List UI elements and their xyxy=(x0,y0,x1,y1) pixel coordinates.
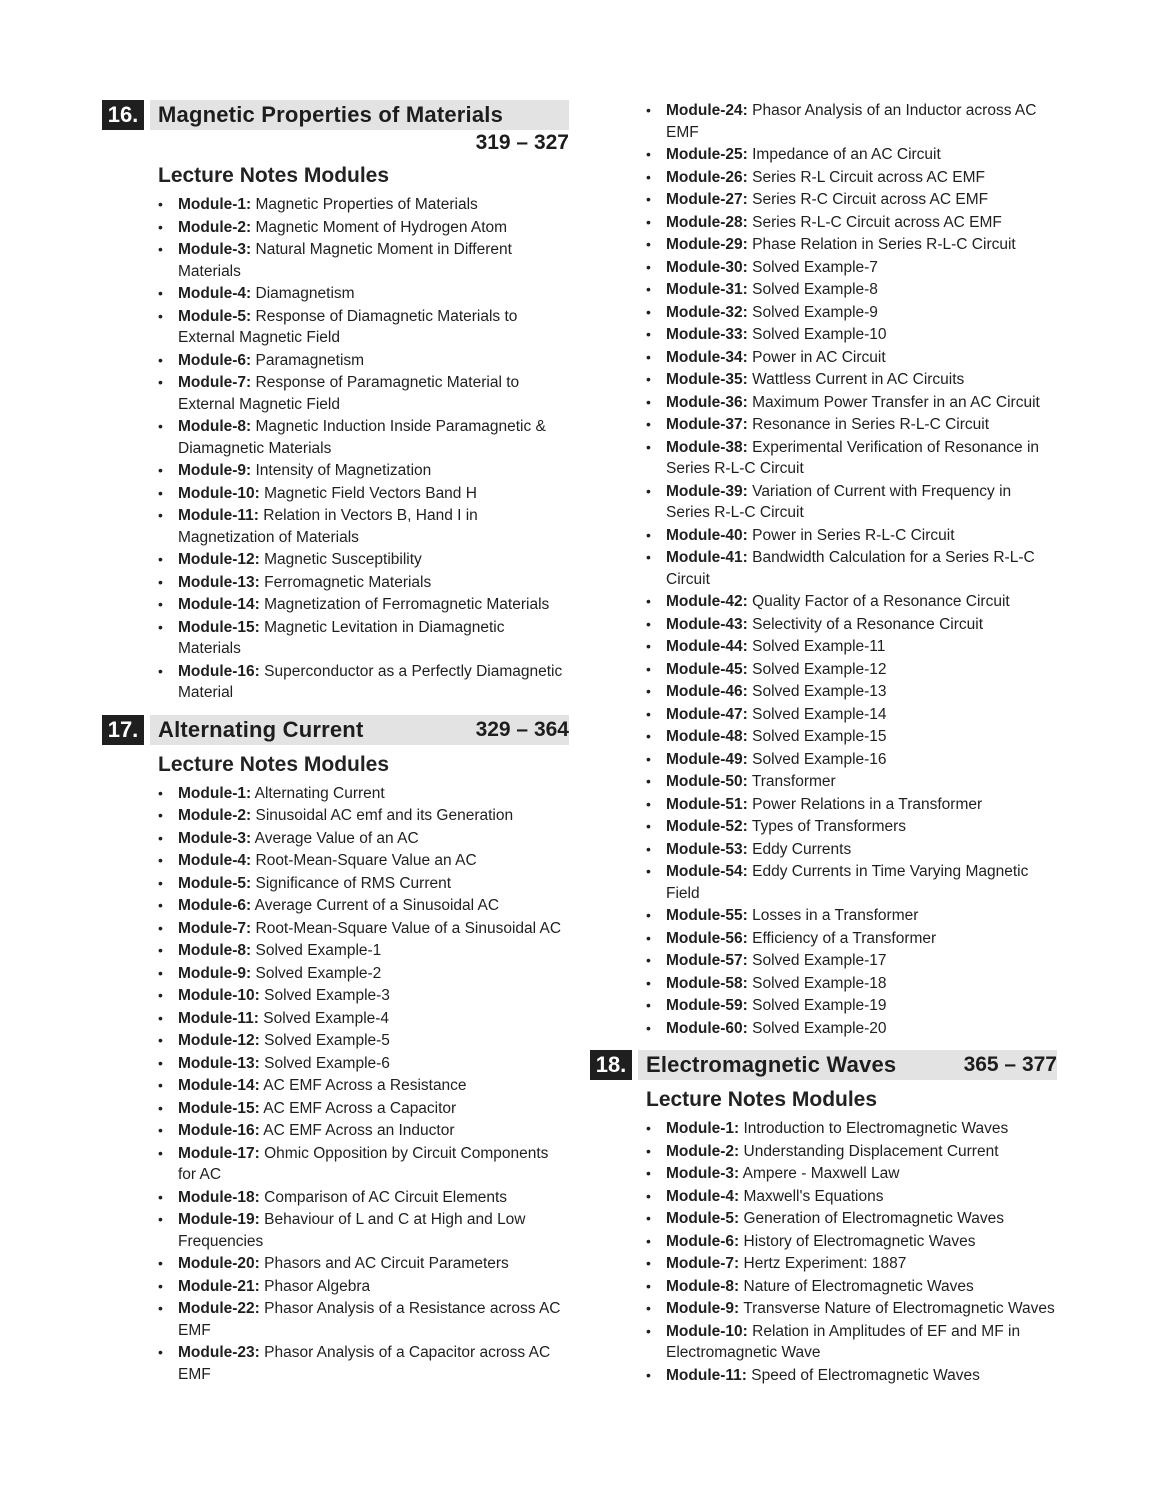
module-list-item xyxy=(646,1186,1057,1208)
module-list-item xyxy=(158,617,569,660)
module-label: Module-54: xyxy=(666,863,748,880)
module-label: Module-3: xyxy=(178,829,252,847)
module-title: Selectivity of a Resonance Circuit xyxy=(752,615,984,633)
module-title: Power in AC Circuit xyxy=(752,348,886,366)
module-title: Series R-C Circuit across AC EMF xyxy=(752,191,989,208)
module-title: Phasor Algebra xyxy=(264,1277,371,1295)
module-title: Magnetic Induction Inside Paramagnetic & Diamagnetic Materials xyxy=(178,418,546,457)
module-label: Module-29: xyxy=(666,236,748,253)
module-list-item xyxy=(646,861,1057,904)
module-label: Module-17: xyxy=(178,1144,260,1162)
module-title: Transformer xyxy=(751,773,836,790)
module-title: Comparison of AC Circuit Elements xyxy=(264,1188,508,1206)
module-list-item xyxy=(646,1141,1057,1163)
module-label: Module-21: xyxy=(178,1277,260,1295)
module-list-item xyxy=(646,905,1057,927)
module-title: Impedance of an AC Circuit xyxy=(752,146,941,163)
module-label: Module-22: xyxy=(178,1300,260,1317)
module-title: Speed of Electromagnetic Waves xyxy=(751,1366,980,1384)
module-label: Module-52: xyxy=(666,818,748,835)
module-list-item xyxy=(646,839,1057,861)
module-list-item xyxy=(158,416,569,459)
module-list-item xyxy=(646,636,1057,658)
module-list-item xyxy=(646,973,1057,995)
module-list-item xyxy=(158,217,569,239)
module-title: History of Electromagnetic Waves xyxy=(743,1232,976,1250)
module-title: Root-Mean-Square Value of a Sinusoidal AC xyxy=(255,919,562,937)
module-list-item xyxy=(646,212,1057,234)
module-list-ch18 xyxy=(590,1118,1057,1386)
module-label: Module-48: xyxy=(666,728,748,745)
module-title: Bandwidth Calculation for a Series R-L-C Circuit xyxy=(666,549,1035,588)
module-list-item xyxy=(646,681,1057,703)
section-subheading: Lecture Notes Modules xyxy=(158,752,390,776)
module-title: Solved Example-19 xyxy=(752,997,887,1014)
module-list-item xyxy=(646,726,1057,748)
module-title: Intensity of Magnetization xyxy=(255,462,432,479)
module-list-item xyxy=(646,481,1057,524)
module-label: Module-59: xyxy=(666,997,748,1014)
module-label: Module-2: xyxy=(178,218,252,236)
module-title: Solved Example-7 xyxy=(752,258,878,276)
module-list-item xyxy=(158,549,569,571)
chapter-pages: 329 – 364 xyxy=(475,717,569,741)
module-title: Ohmic Opposition by Circuit Components for AC xyxy=(178,1144,549,1183)
module-list-ch17-part1 xyxy=(102,783,569,1386)
module-label: Module-14: xyxy=(178,596,260,613)
module-label: Module-3: xyxy=(178,241,252,258)
module-label: Module-50: xyxy=(666,773,748,790)
module-label: Module-58: xyxy=(666,974,748,992)
module-list-item xyxy=(646,414,1057,436)
module-label: Module-60: xyxy=(666,1019,748,1037)
module-title: Behaviour of L and C at High and Low Frequencies xyxy=(178,1211,526,1250)
module-title: Solved Example-9 xyxy=(752,303,878,321)
module-title: Sinusoidal AC emf and its Generation xyxy=(255,807,514,824)
module-list-item xyxy=(646,591,1057,613)
module-title: Response of Paramagnetic Material to External Magnetic Field xyxy=(178,374,520,413)
module-label: Module-12: xyxy=(178,551,260,568)
module-list-item xyxy=(158,828,569,850)
module-label: Module-27: xyxy=(666,191,748,208)
module-label: Module-16: xyxy=(178,1122,260,1139)
module-title: Introduction to Electromagnetic Waves xyxy=(743,1120,1009,1137)
module-label: Module-10: xyxy=(666,1322,748,1340)
module-list-item xyxy=(158,1276,569,1298)
module-label: Module-8: xyxy=(178,418,252,435)
module-label: Module-31: xyxy=(666,281,748,298)
module-list-item xyxy=(158,1342,569,1385)
module-list-item xyxy=(158,1120,569,1142)
module-title: Ferromagnetic Materials xyxy=(264,573,432,591)
module-list-item xyxy=(646,324,1057,346)
module-label: Module-1: xyxy=(178,784,252,802)
module-title: Average Current of a Sinusoidal AC xyxy=(254,897,500,914)
module-list-item xyxy=(646,1163,1057,1185)
module-list-item xyxy=(158,1187,569,1209)
module-label: Module-25: xyxy=(666,146,748,163)
module-list-item xyxy=(646,525,1057,547)
module-label: Module-10: xyxy=(178,987,260,1004)
module-label: Module-13: xyxy=(178,573,260,591)
module-list-item xyxy=(158,1098,569,1120)
chapter-18-header xyxy=(590,1050,1057,1080)
module-title: Experimental Verification of Resonance in Series R-L-C Circuit xyxy=(666,438,1040,477)
module-title: Quality Factor of a Resonance Circuit xyxy=(752,593,1010,610)
module-label: Module-33: xyxy=(666,326,748,343)
module-list-item xyxy=(158,805,569,827)
module-title: Solved Example-5 xyxy=(264,1032,390,1049)
module-title: Solved Example-2 xyxy=(255,964,382,982)
module-list-item xyxy=(158,918,569,940)
module-list-item xyxy=(646,704,1057,726)
module-title: Solved Example-1 xyxy=(255,942,382,959)
module-list-ch16 xyxy=(102,194,569,704)
module-label: Module-41: xyxy=(666,549,748,566)
left-column xyxy=(102,100,569,1386)
module-title: Alternating Current xyxy=(254,784,385,802)
module-label: Module-44: xyxy=(666,638,748,655)
module-label: Module-28: xyxy=(666,213,748,231)
module-list-item xyxy=(158,194,569,216)
module-title: Solved Example-8 xyxy=(752,281,878,298)
module-label: Module-7: xyxy=(178,919,252,937)
module-label: Module-1: xyxy=(666,1120,740,1137)
module-label: Module-9: xyxy=(178,964,252,982)
module-title: Phase Relation in Series R-L-C Circuit xyxy=(752,236,1016,253)
module-list-item xyxy=(646,369,1057,391)
module-list-item xyxy=(158,661,569,704)
module-label: Module-4: xyxy=(178,285,252,302)
module-label: Module-23: xyxy=(178,1344,260,1361)
module-list-item xyxy=(646,144,1057,166)
module-title: Response of Diamagnetic Materials to External Magnetic Field xyxy=(178,307,518,346)
chapter-pages: 319 – 327 xyxy=(475,131,569,154)
module-list-item xyxy=(646,950,1057,972)
chapter-number: 18. xyxy=(590,1050,632,1080)
module-title: Significance of RMS Current xyxy=(255,874,452,892)
module-label: Module-51: xyxy=(666,795,748,813)
module-title: Paramagnetism xyxy=(255,351,365,369)
module-title: Losses in a Transformer xyxy=(752,907,919,924)
module-list-item xyxy=(158,985,569,1007)
chapter-number: 16. xyxy=(102,100,144,130)
module-label: Module-6: xyxy=(666,1232,740,1250)
module-list-item xyxy=(158,850,569,872)
module-list-item xyxy=(646,816,1057,838)
module-title: Magnetic Susceptibility xyxy=(264,551,422,568)
module-list-item xyxy=(646,1365,1057,1387)
module-title: Average Value of an AC xyxy=(254,829,419,847)
module-label: Module-30: xyxy=(666,258,748,276)
module-label: Module-8: xyxy=(666,1277,740,1295)
chapter-16-header xyxy=(102,100,569,130)
module-list-item xyxy=(646,1253,1057,1275)
module-title: Phasor Analysis of a Resistance across AC EMF xyxy=(178,1300,561,1339)
module-title: Eddy Currents xyxy=(752,840,852,858)
module-title: Phasor Analysis of an Inductor across AC EMF xyxy=(666,102,1037,141)
module-list-item xyxy=(158,895,569,917)
module-title: Magnetic Field Vectors Band H xyxy=(264,484,477,502)
module-label: Module-5: xyxy=(666,1210,740,1227)
module-title: Relation in Vectors B, Hand I in Magnetization of Materials xyxy=(178,507,478,546)
module-title: Ampere - Maxwell Law xyxy=(742,1165,900,1182)
module-list-item xyxy=(158,1209,569,1252)
module-list-item xyxy=(646,189,1057,211)
module-label: Module-49: xyxy=(666,750,748,768)
module-title: Magnetic Properties of Materials xyxy=(255,196,478,213)
module-title: Magnetization of Ferromagnetic Materials xyxy=(264,596,550,613)
module-label: Module-35: xyxy=(666,371,748,388)
module-label: Module-15: xyxy=(178,1099,260,1117)
module-title: Series R-L Circuit across AC EMF xyxy=(752,168,985,186)
module-title: Solved Example-4 xyxy=(263,1009,390,1027)
module-list-item xyxy=(646,234,1057,256)
module-list-item xyxy=(646,437,1057,480)
module-list-item xyxy=(158,372,569,415)
module-title: Solved Example-12 xyxy=(752,660,887,678)
module-list-item xyxy=(158,873,569,895)
module-title: Eddy Currents in Time Varying Magnetic Field xyxy=(666,863,1029,902)
module-label: Module-26: xyxy=(666,168,748,186)
module-list-item xyxy=(646,749,1057,771)
module-title: Power in Series R-L-C Circuit xyxy=(752,526,955,544)
module-list-item xyxy=(158,963,569,985)
module-list-item xyxy=(158,1008,569,1030)
chapter-17-header xyxy=(102,715,569,745)
module-list-item xyxy=(646,547,1057,590)
module-label: Module-11: xyxy=(666,1366,747,1384)
module-title: Solved Example-20 xyxy=(752,1019,887,1037)
module-list-item xyxy=(646,1321,1057,1364)
module-list-item xyxy=(158,572,569,594)
module-title: Diamagnetism xyxy=(255,285,355,302)
module-label: Module-57: xyxy=(666,952,748,969)
module-label: Module-3: xyxy=(666,1165,740,1182)
module-list-item xyxy=(158,594,569,616)
module-title: Solved Example-14 xyxy=(752,705,887,723)
module-label: Module-1: xyxy=(178,196,252,213)
chapter-pages: 365 – 377 xyxy=(963,1053,1057,1076)
module-list-item xyxy=(646,1118,1057,1140)
module-list-item xyxy=(646,1231,1057,1253)
module-label: Module-37: xyxy=(666,416,748,433)
module-label: Module-46: xyxy=(666,683,748,700)
module-title: Wattless Current in AC Circuits xyxy=(752,371,965,388)
module-title: Solved Example-6 xyxy=(264,1054,390,1072)
module-title: Solved Example-3 xyxy=(264,987,390,1004)
module-label: Module-42: xyxy=(666,593,748,610)
module-label: Module-7: xyxy=(178,374,252,391)
module-list-item xyxy=(158,283,569,305)
module-label: Module-15: xyxy=(178,618,260,636)
module-list-item xyxy=(158,1143,569,1186)
module-title: Types of Transformers xyxy=(751,818,907,835)
module-label: Module-45: xyxy=(666,660,748,678)
module-label: Module-5: xyxy=(178,874,252,892)
module-title: AC EMF Across a Resistance xyxy=(263,1077,467,1094)
module-label: Module-2: xyxy=(178,807,252,824)
module-list-item xyxy=(158,460,569,482)
module-title: AC EMF Across a Capacitor xyxy=(263,1099,457,1117)
module-list-item xyxy=(646,302,1057,324)
module-list-item xyxy=(646,995,1057,1017)
module-label: Module-32: xyxy=(666,303,748,321)
module-title: Magnetic Moment of Hydrogen Atom xyxy=(255,218,508,236)
chapter-title: Magnetic Properties of Materials xyxy=(158,102,504,127)
module-title: Nature of Electromagnetic Waves xyxy=(743,1277,974,1295)
module-list-item xyxy=(646,928,1057,950)
module-title: Solved Example-11 xyxy=(752,638,886,655)
module-list-item xyxy=(158,940,569,962)
module-list-item xyxy=(646,1298,1057,1320)
module-label: Module-7: xyxy=(666,1255,740,1272)
module-label: Module-39: xyxy=(666,482,748,500)
module-list-item xyxy=(158,483,569,505)
module-label: Module-24: xyxy=(666,102,748,119)
module-label: Module-9: xyxy=(178,462,252,479)
module-label: Module-5: xyxy=(178,307,252,325)
module-label: Module-55: xyxy=(666,907,748,924)
module-label: Module-4: xyxy=(666,1187,740,1205)
module-label: Module-18: xyxy=(178,1188,260,1206)
module-list-item xyxy=(158,1253,569,1275)
module-title: Efficiency of a Transformer xyxy=(752,929,937,947)
module-list-item xyxy=(646,167,1057,189)
module-label: Module-11: xyxy=(178,507,259,524)
module-list-item xyxy=(646,614,1057,636)
module-list-item xyxy=(158,239,569,282)
module-title: Phasor Analysis of a Capacitor across AC EMF xyxy=(178,1344,551,1383)
module-list-item xyxy=(646,100,1057,143)
module-title: Maximum Power Transfer in an AC Circuit xyxy=(752,393,1040,411)
module-list-item xyxy=(158,1298,569,1341)
module-list-item xyxy=(646,794,1057,816)
module-list-item xyxy=(646,771,1057,793)
module-label: Module-56: xyxy=(666,929,748,947)
module-list-item xyxy=(646,347,1057,369)
module-list-item xyxy=(158,505,569,548)
module-label: Module-9: xyxy=(666,1300,740,1317)
module-title: Solved Example-15 xyxy=(752,728,887,745)
module-list-item xyxy=(158,783,569,805)
module-title: Solved Example-17 xyxy=(752,952,887,969)
section-subheading: Lecture Notes Modules xyxy=(158,164,390,187)
module-list-item xyxy=(158,1030,569,1052)
module-title: Series R-L-C Circuit across AC EMF xyxy=(752,213,1002,231)
module-title: Resonance in Series R-L-C Circuit xyxy=(752,416,990,433)
module-title: Superconductor as a Perfectly Diamagnetic Material xyxy=(178,662,563,701)
chapter-title: Alternating Current xyxy=(158,716,364,742)
module-list-item xyxy=(646,1276,1057,1298)
module-title: Maxwell's Equations xyxy=(743,1187,884,1205)
module-title: Solved Example-18 xyxy=(752,974,887,992)
right-column xyxy=(590,100,1057,1387)
module-title: Solved Example-13 xyxy=(752,683,887,700)
module-label: Module-6: xyxy=(178,351,252,369)
module-label: Module-8: xyxy=(178,942,252,959)
module-title: Natural Magnetic Moment in Different Materials xyxy=(178,241,512,280)
module-title: Root-Mean-Square Value an AC xyxy=(255,852,477,869)
module-label: Module-14: xyxy=(178,1077,260,1094)
module-list-item xyxy=(646,257,1057,279)
module-list-item xyxy=(158,306,569,349)
module-label: Module-20: xyxy=(178,1255,260,1272)
module-title: Understanding Displacement Current xyxy=(743,1142,999,1160)
module-label: Module-6: xyxy=(178,897,252,914)
module-label: Module-19: xyxy=(178,1211,260,1228)
module-label: Module-13: xyxy=(178,1054,260,1072)
module-list-item xyxy=(158,1075,569,1097)
module-label: Module-47: xyxy=(666,705,748,723)
module-label: Module-38: xyxy=(666,438,748,456)
module-list-ch17-part2 xyxy=(590,100,1057,1039)
module-list-item xyxy=(158,350,569,372)
module-title: AC EMF Across an Inductor xyxy=(263,1122,455,1139)
module-list-item xyxy=(646,1018,1057,1040)
module-list-item xyxy=(646,392,1057,414)
module-label: Module-43: xyxy=(666,615,748,633)
module-title: Phasors and AC Circuit Parameters xyxy=(264,1255,509,1272)
module-title: Variation of Current with Frequency in Series R-L-C Circuit xyxy=(666,482,1012,521)
module-label: Module-11: xyxy=(178,1009,259,1027)
module-title: Solved Example-16 xyxy=(752,750,887,768)
module-list-item xyxy=(646,659,1057,681)
module-title: Power Relations in a Transformer xyxy=(752,795,983,813)
module-list-item xyxy=(646,1208,1057,1230)
module-title: Hertz Experiment: 1887 xyxy=(743,1255,907,1272)
section-subheading: Lecture Notes Modules xyxy=(646,1088,878,1111)
module-title: Magnetic Levitation in Diamagnetic Materials xyxy=(178,618,505,657)
chapter-title: Electromagnetic Waves xyxy=(646,1052,897,1077)
module-title: Relation in Amplitudes of EF and MF in Electromagnetic Wave xyxy=(666,1322,1021,1361)
module-title: Transverse Nature of Electromagnetic Waves xyxy=(743,1300,1055,1317)
module-title: Solved Example-10 xyxy=(752,326,887,343)
chapter-number: 17. xyxy=(102,715,144,745)
module-label: Module-4: xyxy=(178,852,252,869)
module-label: Module-40: xyxy=(666,526,748,544)
module-label: Module-36: xyxy=(666,393,748,411)
module-label: Module-16: xyxy=(178,662,260,680)
module-list-item xyxy=(646,279,1057,301)
module-title: Generation of Electromagnetic Waves xyxy=(743,1210,1004,1227)
module-label: Module-53: xyxy=(666,840,748,858)
module-label: Module-34: xyxy=(666,348,748,366)
module-label: Module-12: xyxy=(178,1032,260,1049)
module-list-item xyxy=(158,1053,569,1075)
module-label: Module-10: xyxy=(178,484,260,502)
module-label: Module-2: xyxy=(666,1142,740,1160)
